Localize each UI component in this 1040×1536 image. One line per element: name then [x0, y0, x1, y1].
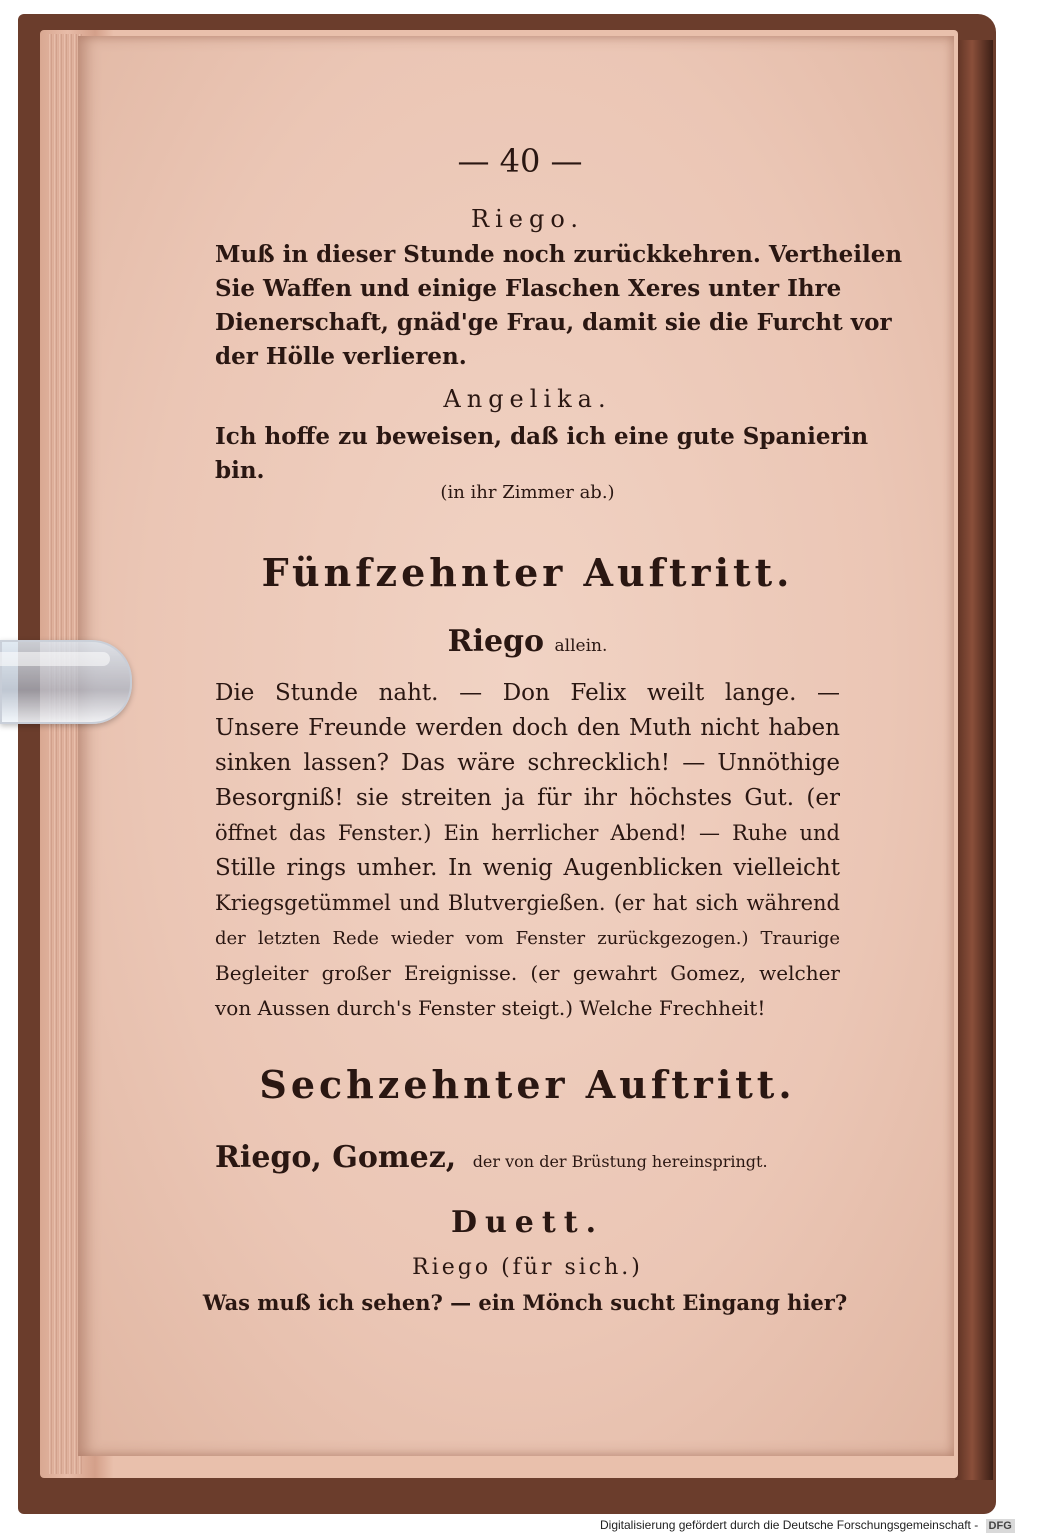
text-line: öffnet das Fenster.) Ein herrlicher Abend! — Ruhe und	[215, 821, 840, 845]
text-line: Begleiter großer Ereignisse. (er gewahrt Gomez, welcher	[215, 961, 840, 985]
text-line: der Hölle verlieren.	[215, 343, 467, 370]
page-edges	[48, 34, 82, 1474]
speaker-angelika: Angelika.	[443, 385, 612, 413]
speaker-riego: Riego (für sich.)	[412, 1255, 643, 1280]
text-line: Kriegsgetümmel und Blutvergießen. (er hat sich während	[215, 891, 840, 915]
dfg-logo: DFG	[986, 1519, 1015, 1533]
speech-angelika	[215, 420, 869, 488]
text-line: Muß in dieser Stunde noch zurückkehren. Vertheilen	[215, 241, 903, 268]
stage-direction: (in ihr Zimmer ab.)	[440, 482, 615, 503]
text-line: Was muß ich sehen? — ein Mönch sucht Eingang hier?	[202, 1290, 848, 1315]
cast-names: Riego, Gomez,	[215, 1140, 457, 1175]
book-spine-edge	[955, 40, 993, 1480]
section-heading: Duett.	[450, 1205, 605, 1240]
text-line: bin.	[215, 457, 265, 484]
scene-heading: Sechzehnter Auftritt.	[259, 1062, 796, 1107]
speaker-riego: Riego.	[471, 205, 584, 233]
text-line: Ich hoffe zu beweisen, daß ich eine gute Spanierin	[215, 423, 869, 450]
bookmark-highlight	[0, 652, 110, 666]
footer	[600, 1514, 1012, 1536]
text-line: Besorgniß! sie streiten ja für ihr höchstes Gut. (er	[215, 785, 840, 811]
text-line: Stille rings umher. In wenig Augenblicken vielleicht	[215, 855, 840, 881]
scene-heading: Fünfzehnter Auftritt.	[261, 550, 794, 595]
text-line: sinken lassen? Das wäre schrecklich! — Unnöthige	[215, 750, 840, 776]
cast-name: Riego	[447, 624, 545, 659]
scene-cast	[215, 624, 840, 659]
speech-riego-monologue	[215, 676, 840, 1026]
scene-cast	[215, 1140, 840, 1175]
text-line: Sie Waffen und einige Flaschen Xeres unter Ihre	[215, 275, 842, 302]
text-line: von Aussen durch's Fenster steigt.) Welche Frechheit!	[215, 996, 766, 1020]
text-line: Dienerschaft, gnäd'ge Frau, damit sie die Furcht vor	[215, 309, 892, 336]
text-line: der letzten Rede wieder vom Fenster zurückgezogen.) Traurige	[215, 928, 840, 949]
text-line: Die Stunde naht. — Don Felix weilt lange. —	[215, 680, 840, 706]
footer-text: Digitalisierung gefördert durch die Deutsche Forschungsgemeinschaft -	[600, 1518, 979, 1532]
text-line: Unsere Freunde werden doch den Muth nicht haben	[215, 715, 840, 741]
cast-note: der von der Brüstung hereinspringt.	[472, 1152, 768, 1171]
page-number: — 40 —	[457, 142, 583, 180]
cast-note: allein.	[554, 636, 608, 656]
speech-riego	[215, 238, 903, 374]
